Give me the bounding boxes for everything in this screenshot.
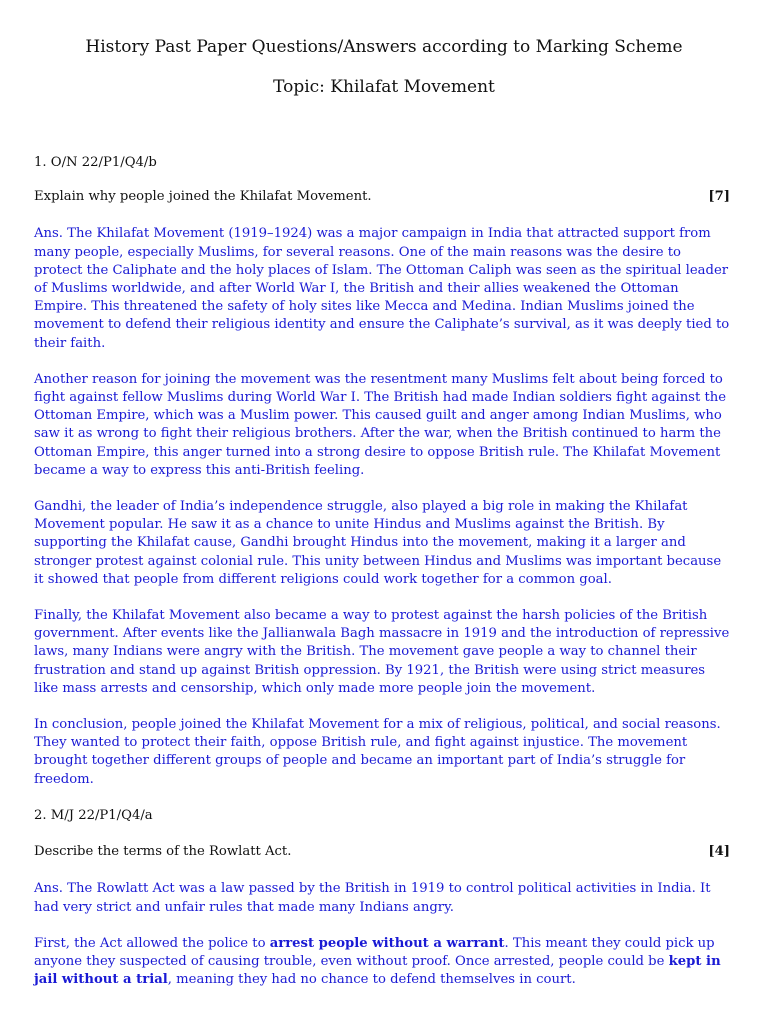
question-2-row: [34, 843, 730, 861]
answer-2-point-1-text-b: . This meant they could pick up anyone they suspected of causing trouble, even without proof. Once arrested, people could be: [34, 935, 715, 969]
question-1-prompt: Explain why people joined the Khilafat Movement.: [34, 189, 372, 205]
question-1-marks: [7]: [708, 189, 730, 205]
answer-1-paragraph-3: Gandhi, the leader of India’s independence struggle, also played a big role in making the Khilafat Movement popular. He saw it as a chance to unite Hindus and Muslims against the British. By supporting the Khilafat cause, Gandhi brought Hindus into the movement, making it a larger and stronger protest against colonial rule. This unity between Hindus and Muslims was important because it showed that people from different religions could work together for a common goal.: [34, 499, 722, 587]
document-body: [34, 154, 730, 1007]
answer-1-paragraph-2: Another reason for joining the movement was the resentment many Muslims felt about being forced to fight against fellow Muslims during World War I. The British had made Indian soldiers fight against the Ottoman Empire, which was a Muslim power. This caused guilt and anger among Indian Muslims, who saw it as wrong to fight their religious brothers. After the war, when the British continued to harm the Ottoman Empire, this anger turned into a strong desire to oppose British rule. The Khilafat Movement became a way to express this anti-British feeling.: [34, 371, 727, 478]
question-2-reference: 2. M/J 22/P1/Q4/a: [34, 807, 153, 823]
answer-1-paragraph-4: Finally, the Khilafat Movement also became a way to protest against the harsh policies of the British government. After events like the Jallianwala Bagh massacre in 1919 and the introduction of repressive laws, many Indians were angry with the British. The movement gave people a way to channel their frustration and stand up against British oppression. By 1921, the British were using strict measures like mass arrests and censorship, which only made more people join the movement.: [34, 608, 730, 696]
answer-2-point-1-text-a: First, the Act allowed the police to: [34, 935, 270, 951]
question-1-reference: 1. O/N 22/P1/Q4/b: [34, 155, 157, 170]
answer-2-intro: Ans. The Rowlatt Act was a law passed by the British in 1919 to control political activities in India. It had very strict and unfair rules that made many Indians angry.: [34, 881, 711, 915]
answer-1-paragraph-1: Ans. The Khilafat Movement (1919–1924) was a major campaign in India that attracted support from many people, especially Muslims, for several reasons. One of the main reasons was the desire to protect the Caliphate and the holy places of Islam. The Ottoman Caliph was seen as the spiritual leader of Muslims worldwide, and after World War I, the British and their allies weakened the Ottoman Empire. This threatened the safety of holy sites like Mecca and Medina. Indian Muslims joined the movement to defend their religious identity and ensure the Caliphate’s survival, as it was deeply tied to their faith.: [34, 226, 730, 351]
answer-1-paragraph-5: In conclusion, people joined the Khilafat Movement for a mix of religious, political, and social reasons. They wanted to protect their faith, oppose British rule, and fight against injustice. The movement brought together different groups of people and became an important part of India’s struggle for freedom.: [34, 717, 721, 787]
answer-2-point-1-bold-a: arrest people without a warrant: [269, 935, 505, 951]
document-title: History Past Paper Questions/Answers according to Marking Scheme: [85, 37, 683, 57]
answer-2-point-1-bold-b: kept in jail without a trial: [34, 953, 721, 988]
question-2-prompt: Describe the terms of the Rowlatt Act.: [34, 844, 292, 860]
answer-2-point-1-text-c: , meaning they had no chance to defend themselves in court.: [167, 972, 576, 988]
question-2-marks: [4]: [708, 844, 730, 860]
answer-2-point-1: [34, 935, 730, 990]
document-topic: Topic: Khilafat Movement: [273, 77, 495, 97]
question-1-row: [34, 188, 730, 206]
